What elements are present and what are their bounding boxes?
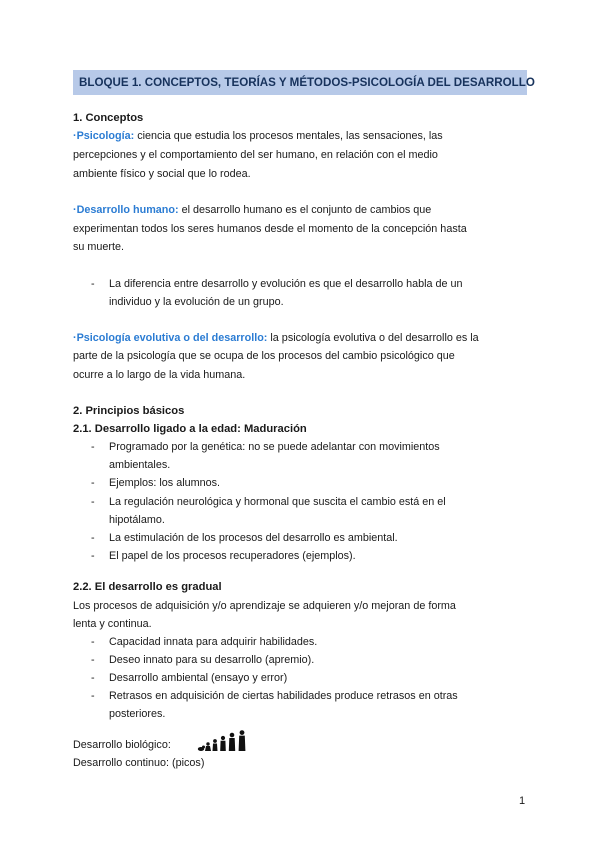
evolutiva-line-1: ·Psicología evolutiva o del desarrollo: la psicología evolutiva o del desarrollo es la [73,332,479,344]
maduracion-item-4: La estimulación de los procesos del desarrollo es ambiental. [109,532,398,544]
desarrollo-line-2: experimentan todos los seres humanos desde el momento de la concepción hasta [73,223,467,235]
term-desarrollo-humano: ·Desarrollo humano: [73,204,179,216]
bullet-dash: - [91,496,95,508]
bullet-dash: - [91,532,95,544]
desarrollo-line-3: su muerte. [73,241,125,253]
maduracion-item-2: Ejemplos: los alumnos. [109,477,221,489]
psicologia-line-1: ·Psicología: ciencia que estudia los procesos mentales, las sensaciones, las [73,130,443,142]
gradual-item-1: Capacidad innata para adquirir habilidades. [109,636,318,648]
bullet-dash: - [91,550,95,562]
evolutiva-line-2: parte de la psicología que se ocupa de los procesos del cambio psicológico que [73,350,455,362]
bullet-dash: - [91,441,95,453]
page-number: 1 [519,795,526,807]
bullet-dash: - [91,278,95,290]
evolutiva-line-3: ocurre a lo largo de la vida humana. [73,369,246,381]
maduracion-item-5: El papel de los procesos recuperadores (ejemplos). [109,550,356,562]
desarrollo-line-1: ·Desarrollo humano: el desarrollo humano es el conjunto de cambios que [73,204,432,216]
desarrollo-biologico-label: Desarrollo biológico: [73,739,171,751]
term-psicologia: ·Psicología: [73,130,135,142]
gradual-intro-line-1: Los procesos de adquisición y/o aprendizaje se adquieren y/o mejoran de forma [73,600,456,612]
psicologia-line-2: percepciones y el comportamiento del ser humano, en relación con el medio [73,149,438,161]
maduracion-item-3-line-1: La regulación neurológica y hormonal que suscita el cambio está en el [109,496,446,508]
bullet-dash: - [91,477,95,489]
desarrollo-continuo-label: Desarrollo continuo: (picos) [73,757,205,769]
gradual-item-3: Desarrollo ambiental (ensayo y error) [109,672,288,684]
maduracion-item-1-line-2: ambientales. [109,459,171,471]
bullet-dash: - [91,672,95,684]
bullet-dash: - [91,636,95,648]
gradual-item-2: Deseo innato para su desarrollo (apremio). [109,654,315,666]
gradual-item-4-line-2: posteriores. [109,708,166,720]
bullet-dash: - [91,654,95,666]
section-heading-principios: 2. Principios básicos [73,405,185,417]
subsection-heading-maduracion: 2.1. Desarrollo ligado a la edad: Maduración [73,423,307,435]
section-heading-conceptos: 1. Conceptos [73,112,144,124]
gradual-item-4-line-1: Retrasos en adquisición de ciertas habilidades produce retrasos en otras [109,690,458,702]
diferencia-line-2: individuo y la evolución de un grupo. [109,296,284,308]
bullet-dash: - [91,690,95,702]
subsection-heading-gradual: 2.2. El desarrollo es gradual [73,581,222,593]
block-title-banner: BLOQUE 1. CONCEPTOS, TEORÍAS Y MÉTODOS-PSICOLOGÍA DEL DESARROLLO [73,70,527,95]
psicologia-line-3: ambiente físico y social que lo rodea. [73,168,251,180]
human-growth-stages-icon [197,730,249,752]
term-psicologia-evolutiva: ·Psicología evolutiva o del desarrollo: [73,332,268,344]
maduracion-item-1-line-1: Programado por la genética: no se puede adelantar con movimientos [109,441,440,453]
diferencia-line-1: La diferencia entre desarrollo y evolución es que el desarrollo habla de un [109,278,463,290]
gradual-intro-line-2: lenta y continua. [73,618,152,630]
maduracion-item-3-line-2: hipotálamo. [109,514,165,526]
